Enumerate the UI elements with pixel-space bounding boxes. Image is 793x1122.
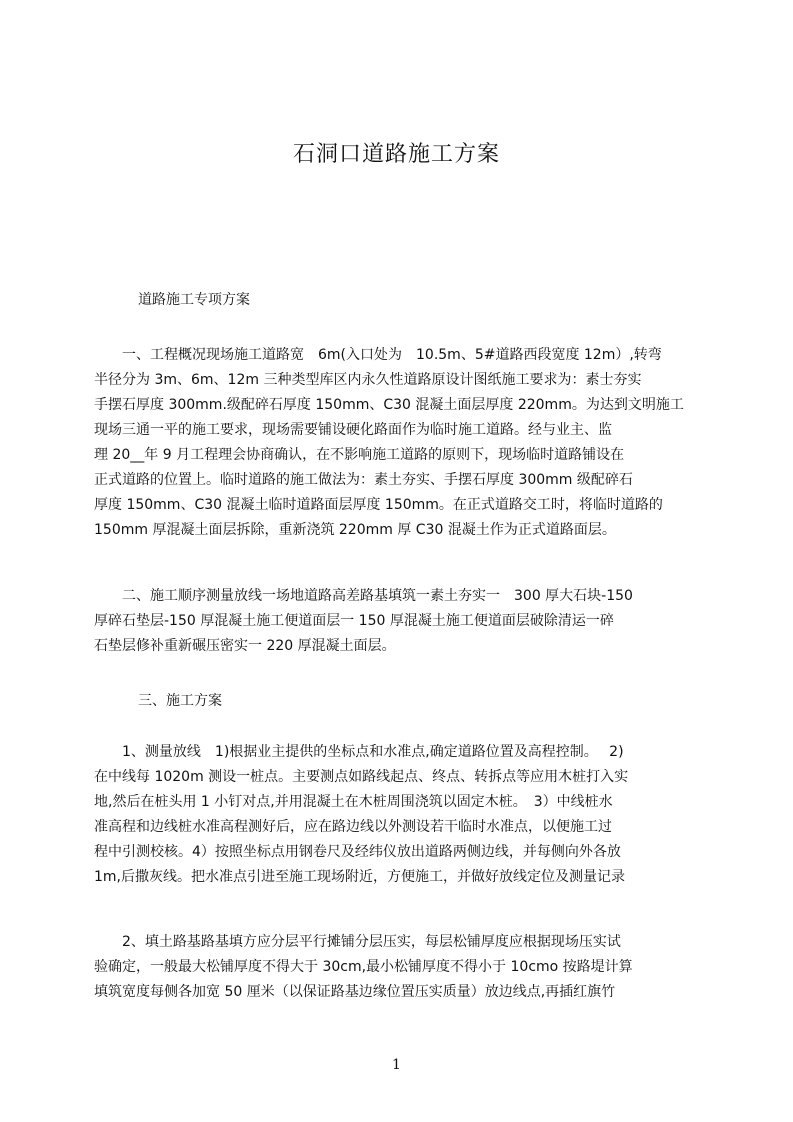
paragraph-line: 1m,后撒灰线。把水准点引进至施工现场附近，方便施工，并做好放线定位及测量记录 <box>94 869 625 885</box>
paragraph-line: 验确定，一般最大松铺厚度不得大于 30cm,最小松铺厚度不得小于 10cmo 按路堤计算 <box>94 959 633 975</box>
paragraph-line: 理 20__年 9 月工程理会协商确认，在不影响施工道路的原则下，现场临时道路铺设在 <box>94 447 625 463</box>
paragraph-line: 半径分为 3m、6m、12m 三种类型库区内永久性道路原设计图纸施工要求为：素士夯实 <box>94 372 642 388</box>
paragraph-line: 1、测量放线 1)根据业主提供的坐标点和水准点,确定道路位置及高程控制。 2) <box>94 744 624 760</box>
paragraph-line: 地,然后在桩头用 1 小钉对点,并用混凝土在木桩周围浇筑以固定木桩。 3）中线桩水 <box>94 794 613 810</box>
paragraph-line: 在中线每 1020m 测设一桩点。主要测点如路线起点、终点、转拆点等应用木桩打入实 <box>94 769 629 785</box>
paragraph-line: 一、工程概况现场施工道路宽 6m(入口处为 10.5m、5#道路西段宽度 12m）,转弯 <box>94 347 662 363</box>
paragraph-line: 准高程和边线桩水准高程测好后，应在路边线以外测设若干临时水准点，以便施工过 <box>94 819 612 835</box>
section-3-heading <box>94 689 699 714</box>
paragraph-line: 2、填土路基路基填方应分层平行摊铺分层压实，每层松铺厚度应根据现场压实试 <box>94 934 621 950</box>
paragraph-line: 现场三通一平的施工要求，现场需要铺设硬化路面作为临时施工道路。经与业主、监 <box>94 422 612 438</box>
page-number: 1 <box>392 1057 401 1073</box>
subtitle-text: 道路施工专项方案 <box>138 292 250 308</box>
paragraph-line: 厚碎石垫层-150 厚混凝土施工便道面层一 150 厚混凝土施工便道面层破除清运一碎 <box>94 613 614 629</box>
paragraph-line: 手摆石厚度 300mm.级配碎石厚度 150mm、C30 混凝土面层厚度 220mm。为达到文明施工 <box>94 397 684 413</box>
paragraph-line: 150mm 厚混凝土面层拆除，重新浇筑 220mm 厚 C30 混凝土作为正式道路面层。 <box>94 522 616 538</box>
section-heading-text: 三、施工方案 <box>138 693 222 709</box>
section-subtitle <box>94 288 699 313</box>
section-1-paragraph <box>94 343 699 543</box>
section-3-2-paragraph <box>94 930 699 1005</box>
paragraph-line: 二、施工顺序测量放线一场地道路高差路基填筑一素土夯实一 300 厚大石块-150 <box>94 588 633 604</box>
section-2-paragraph <box>94 584 699 659</box>
paragraph-line: 填筑宽度每侧各加宽 50 厘米（以保证路基边缘位置压实质量）放边线点,再插红旗竹 <box>94 984 616 1000</box>
paragraph-line: 程中引测校核。4）按照坐标点用钢卷尺及经纬仪放出道路两侧边线，并每侧向外各放 <box>94 844 621 860</box>
paragraph-line: 厚度 150mm、C30 混凝土临时道路面层厚度 150mm。在正式道路交工时，将临时道路的 <box>94 497 663 513</box>
paragraph-line: 正式道路的位置上。临时道路的施工做法为：素土夯实、手摆石厚度 300mm 级配碎石 <box>94 472 633 488</box>
paragraph-line: 石垫层修补重新碾压密实一 220 厚混凝土面层。 <box>94 638 396 654</box>
section-3-1-paragraph <box>94 740 699 890</box>
page-title: 石洞口道路施工方案 <box>292 142 500 167</box>
